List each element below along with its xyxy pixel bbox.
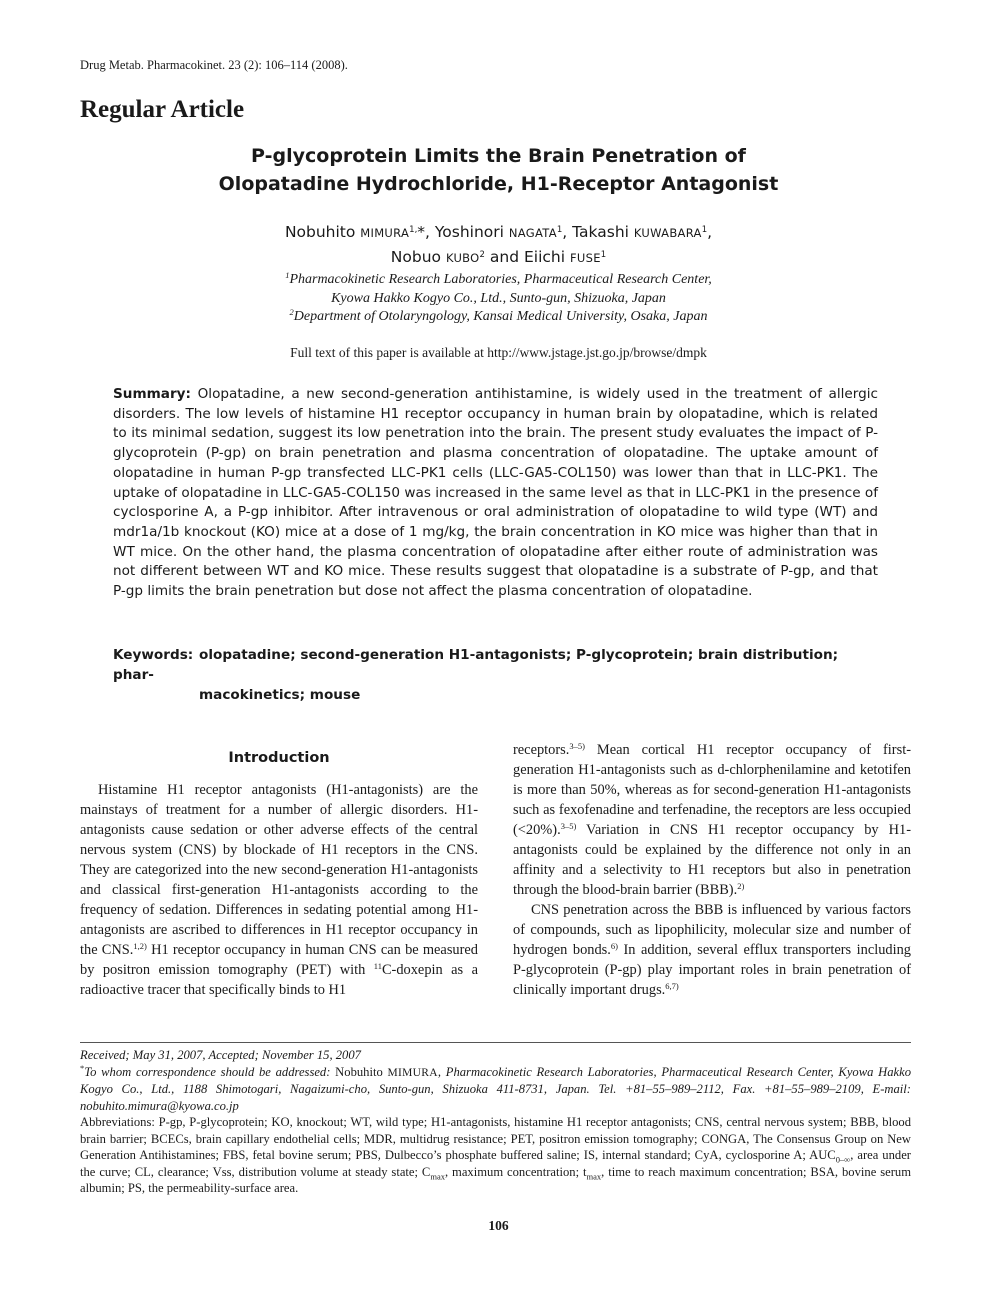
author-5-last: FUSE	[569, 251, 601, 265]
introduction-heading: Introduction	[228, 750, 330, 766]
summary-paragraph	[113, 385, 878, 602]
author-4-first: Nobuo	[390, 248, 446, 266]
intro-text: In addition, several efflux transporters including P-glycoprotein (P-gp) play important roles in brain penetration of clinically important drugs.	[513, 942, 911, 998]
intro-paragraph-2	[513, 900, 911, 1000]
journal-citation: Drug Metab. Pharmacokinet. 23 (2): 106–114 (2008).	[80, 58, 348, 72]
author-3-affil: 1	[701, 225, 708, 235]
title-line-2: Olopatadine Hydrochloride, H1-Receptor Antagonist	[218, 173, 779, 195]
abbreviations-text: , area under the curve; CL, clearance; Vss, distribution volume at steady state; C	[80, 1148, 911, 1179]
correspondence	[80, 1064, 911, 1115]
affiliation-1-text: Pharmacokinetic Research Laboratories, Pharmaceutical Research Center,	[289, 272, 712, 287]
affiliation-2-mark: 2	[289, 307, 294, 317]
author-3-first: , Takashi	[562, 223, 634, 241]
intro-text: Mean cortical H1 receptor occupancy of first-generation H1-antagonists such as d-chlorphenilamine and ketotifen is more than 50%, whereas as for second-generation H1-antagonists such as fexofenadine and terfenadine, the receptors are less occupied (<20%).	[513, 742, 911, 838]
correspondence-label: To whom correspondence should be addressed:	[84, 1064, 336, 1079]
footnotes	[80, 1047, 911, 1197]
author-list	[0, 220, 997, 270]
citation-ref: 3–5)	[560, 821, 577, 831]
author-3-last: KUWABARA	[633, 226, 702, 240]
summary-text: Olopatadine, a new second-generation antihistamine, is widely used in the treatment of allergic disorders. The low levels of histamine H1 receptor occupancy in human brain by olopatadine, which is related to its minimal sedation, suggest its low penetration into the brain. The present study evaluates the impact of P-glycoprotein (P-gp) on brain penetration and plasma concentration of olopatadine. The uptake amount of olopatadine in human P-gp transfected LLC-PK1 cells (LLC-GA5-COL150) was lower than that in LLC-PK1. The uptake of olopatadine in LLC-GA5-COL150 was increased in the same level as that in LLC-PK1 in the presence of cyclosporine A, a P-gp inhibitor. After intravenous or oral administration of olopatadine to wild type (WT) and mdr1a/1b knockout (KO) mice at a dose of 1 mg/kg, the brain concentration in KO mice was higher than that in WT mice. On the other hand, the plasma concentration of olopatadine after either route of administration was not different between WT and KO mice. These results suggest that olopatadine is a substrate of P-gp, and that P-gp limits the brain penetration but dose not affect the plasma concentration of olopatadine.	[113, 386, 878, 600]
keywords-label: Keywords:	[113, 647, 194, 663]
author-1-last: MIMURA	[360, 226, 410, 240]
intro-text: C-doxepin as a radioactive tracer that specifically binds to H1	[80, 962, 478, 998]
affiliation-1-line-1	[0, 271, 997, 290]
keywords	[113, 645, 878, 705]
body-right-column	[513, 740, 911, 1000]
intro-text: receptors.	[513, 742, 570, 758]
abbreviations-text: , maximum concentration; t	[444, 1164, 587, 1179]
section-label: Regular Article	[80, 96, 245, 123]
title-line-1: P-glycoprotein Limits the Brain Penetration of	[251, 145, 746, 167]
affiliations	[0, 271, 997, 327]
citation-ref: 3–5)	[569, 741, 585, 751]
author-4-affil: 2	[479, 250, 485, 260]
intro-text: H1 receptor occupancy in human CNS can be measured by positron emission tomography (PET) with	[80, 942, 478, 978]
intro-paragraph-1-cont	[513, 740, 911, 900]
author-2-first: , Yoshinori	[425, 223, 509, 241]
affiliation-1-mark: 1	[285, 270, 290, 280]
author-5-first: and Eiichi	[484, 248, 570, 266]
citation-ref: 2)	[737, 881, 745, 891]
author-1-affil: 1,	[409, 225, 418, 235]
body-left-column	[80, 780, 478, 1000]
affiliation-1-line-2: Kyowa Hakko Kogyo Co., Ltd., Sunto-gun, Shizuoka, Japan	[331, 290, 666, 306]
abbreviations-text: Abbreviations: P-gp, P-glycoprotein; KO, knockout; WT, wild type; H1-antagonists, histamine H1 receptor antagonists; CNS, central nervous system; BBB, blood brain barrier; BCECs, brain capillary endothelial cells; MDR, multidrug resistance; PET, positron emission tomography; CONGA, The Consensus Group on New Generation Antihistamines; FBS, fetal bovine serum; PBS, Dulbecco’s phosphate buffered saline; IS, internal standard; CyA, cyclosporine A; AUC	[80, 1115, 911, 1162]
isotope-mark: 11	[373, 961, 382, 971]
keywords-line-1	[113, 645, 878, 685]
author-1-first: Nobuhito	[284, 223, 361, 241]
author-2-last: NAGATA	[508, 226, 557, 240]
tmax-subscript: max	[586, 1171, 602, 1182]
author-line-1	[0, 220, 997, 245]
correspondence-address: , Pharmacokinetic Research Laboratories, Pharmaceutical Research Center, Kyowa Hakko Kogyo Co., Ltd., 1188 Shimotogari, Nagaizumi-cho, Sunto-gun, Shizuoka 411-8731, Japan. Tel. +81–55–989–2112, Fax. +81–55–989–2109, E-mail: nobuhito.mimura@kyowa.co.jp	[80, 1064, 912, 1113]
intro-paragraph-1	[80, 780, 478, 1000]
citation-ref: 1,2)	[133, 941, 147, 951]
citation-ref: 6)	[610, 941, 618, 951]
abbreviations	[80, 1114, 911, 1197]
fulltext-link[interactable]: Full text of this paper is available at http://www.jstage.jst.go.jp/browse/dmpk	[290, 345, 707, 360]
author-5-affil: 1	[600, 250, 607, 260]
author-1-corresponding-mark: *	[417, 223, 426, 241]
cmax-subscript: max	[430, 1171, 445, 1182]
author-separator: ,	[707, 223, 713, 241]
article-title	[0, 142, 997, 198]
auc-subscript: 0–∞	[835, 1154, 851, 1165]
correspondence-name-last: MIMURA	[387, 1066, 438, 1079]
page-number: 106	[488, 1218, 509, 1233]
author-4-last: KUBO	[445, 251, 480, 265]
intro-text: Histamine H1 receptor antagonists (H1-antagonists) are the mainstays of treatment for a number of allergic disorders. H1-antagonists cause sedation or other adverse effects of the central nervous system (CNS) by blockade of H1 receptors in the CNS. They are categorized into the new second-generation H1-antagonists and classical first-generation H1-antagonists according to the frequency of sedation. Differences in sedating potential among H1-antagonists are ascribed to differences in H1 receptor occupancy in the CNS.	[80, 782, 478, 958]
author-line-2	[0, 245, 997, 270]
intro-text: Variation in CNS H1 receptor occupancy by H1-antagonists could be explained by the difference not only in an affinity and a selectivity to H1 receptors but also in penetration through the blood-brain barrier (BBB).	[513, 822, 911, 898]
keywords-line-2: macokinetics; mouse	[199, 687, 361, 703]
summary-label: Summary:	[113, 386, 191, 402]
affiliation-2	[0, 308, 997, 327]
corresponding-mark: *	[80, 1062, 85, 1073]
footnote-divider	[80, 1042, 911, 1043]
citation-ref: 6,7)	[665, 981, 679, 991]
affiliation-2-text: Department of Otolaryngology, Kansai Medical University, Osaka, Japan	[293, 309, 708, 324]
abbreviations-text: , time to reach maximum concentration; BSA, bovine serum albumin; PS, the permeability-surface area.	[80, 1164, 911, 1195]
correspondence-name-first: Nobuhito	[335, 1064, 388, 1079]
keywords-text-1: olopatadine; second-generation H1-antagonists; P-glycoprotein; brain distribution; phar-	[113, 647, 839, 683]
author-2-affil: 1	[556, 225, 563, 235]
received-dates: Received; May 31, 2007, Accepted; November 15, 2007	[80, 1048, 361, 1062]
intro-text: CNS penetration across the BBB is influenced by various factors of compounds, such as lipophilicity, molecular size and number of hydrogen bonds.	[513, 902, 911, 958]
